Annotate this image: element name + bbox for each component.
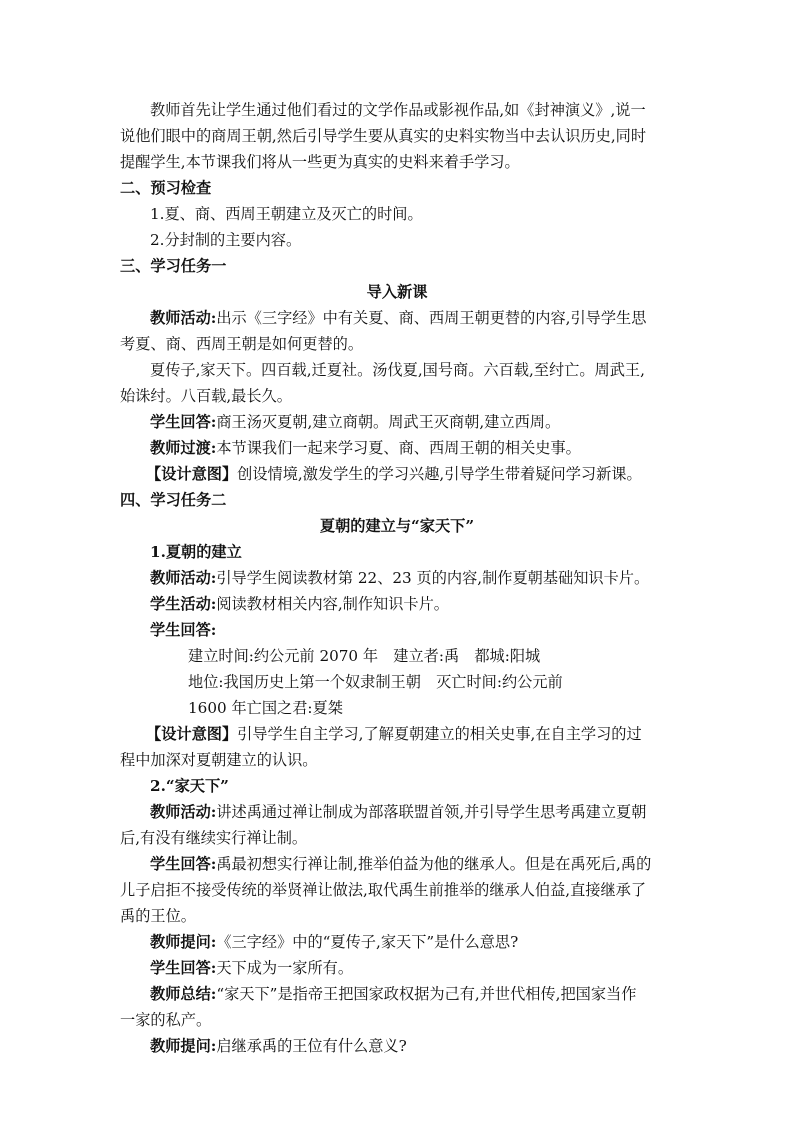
label-teacher-activity: 教师活动: [150, 569, 217, 587]
student-answer-3: 学生回答:天下成为一家所有。 [150, 959, 354, 977]
teacher-activity-3: 教师活动:讲述禹通过禅让制成为部落联盟首领,并引导学生思考禹建立夏朝 [150, 803, 647, 821]
teacher-activity: 教师活动:出示《三字经》中有关夏、商、西周王朝更替的内容,引导学生思 [150, 309, 647, 327]
part-title-xia-founding: 1.夏朝的建立 [150, 543, 242, 561]
knowledge-card-line-3: 1600 年亡国之君:夏桀 [188, 699, 343, 717]
label-teacher-question: 教师提问: [150, 1037, 217, 1055]
label-teacher-activity: 教师活动: [150, 803, 217, 821]
student-answer-2-cont-1: 儿子启拒不接受传统的举贤禅让做法,取代禹生前推举的继承人伯益,直接继承了 [120, 881, 647, 899]
design-intent-2: 【设计意图】引导学生自主学习,了解夏朝建立的相关史事,在自主学习的过 [146, 725, 642, 743]
student-answer: 学生回答:商王汤灭夏朝,建立商朝。周武王灭商朝,建立西周。 [150, 413, 561, 431]
teacher-activity-2: 教师活动:引导学生阅读教材第 22、23 页的内容,制作夏朝基础知识卡片。 [150, 569, 650, 587]
label-design-intent: 【设计意图】 [146, 725, 238, 743]
poem-line-1: 夏传子,家天下。四百载,迁夏社。汤伐夏,国号商。六百载,至纣亡。周武王, [150, 361, 645, 379]
preview-item-1: 1.夏、商、西周王朝建立及灭亡的时间。 [150, 205, 423, 223]
poem-line-2: 始诛纣。八百载,最长久。 [120, 387, 292, 405]
label-teacher-activity: 教师活动: [150, 309, 217, 327]
label-teacher-question: 教师提问: [150, 933, 217, 951]
teacher-transition: 教师过渡:本节课我们一起来学习夏、商、西周王朝的相关史事。 [150, 439, 581, 457]
label-teacher-summary: 教师总结: [150, 985, 217, 1003]
student-answer-2: 学生回答:禹最初想实行禅让制,推举伯益为他的继承人。但是在禹死后,禹的 [150, 855, 652, 873]
label-student-answer: 学生回答: [150, 959, 217, 977]
student-activity: 学生活动:阅读教材相关内容,制作知识卡片。 [150, 595, 449, 613]
knowledge-card-line-1: 建立时间:约公元前 2070 年 建立者:禹 都城:阳城 [188, 647, 541, 665]
subtitle-xia-founding: 夏朝的建立与“家天下” [319, 517, 475, 535]
subtitle-intro-lesson: 导入新课 [366, 283, 428, 301]
teacher-summary: 教师总结:“家天下”是指帝王把国家政权据为己有,并世代相传,把国家当作 [150, 985, 637, 1003]
label-student-answer: 学生回答: [150, 855, 217, 873]
label-student-answer: 学生回答: [150, 621, 217, 639]
teacher-summary-cont: 一家的私产。 [120, 1011, 212, 1029]
section-heading-task2: 四、学习任务二 [120, 491, 227, 509]
teacher-question-2: 教师提问:启继承禹的王位有什么意义? [150, 1037, 407, 1055]
intro-line-1: 教师首先让学生通过他们看过的文学作品或影视作品,如《封神演义》,说一 [150, 101, 646, 119]
section-heading-task1: 三、学习任务一 [120, 257, 227, 275]
teacher-question-1: 教师提问:《三字经》中的“夏传子,家天下”是什么意思? [150, 933, 519, 951]
student-answer-label-line [0, 617, 794, 643]
label-student-activity: 学生活动: [150, 595, 217, 613]
intro-line-2: 说他们眼中的商周王朝,然后引导学生要从真实的史料实物当中去认识历史,同时 [120, 127, 647, 145]
teacher-activity-3-cont: 后,有没有继续实行禅让制。 [120, 829, 308, 847]
section-heading-preview: 二、预习检查 [120, 179, 212, 197]
knowledge-card-line-2: 地位:我国历史上第一个奴隶制王朝 灭亡时间:约公元前 [188, 673, 563, 691]
design-intent-1: 【设计意图】创设情境,激发学生的学习兴趣,引导学生带着疑问学习新课。 [146, 465, 642, 483]
label-teacher-transition: 教师过渡: [150, 439, 217, 457]
label-design-intent: 【设计意图】 [146, 465, 238, 483]
teacher-activity-cont: 考夏、商、西周王朝是如何更替的。 [120, 335, 363, 353]
student-answer-2-cont-2: 禹的王位。 [120, 907, 196, 925]
intro-line-3: 提醒学生,本节课我们将从一些更为真实的史料来着手学习。 [120, 153, 520, 171]
design-intent-2-cont: 程中加深对夏朝建立的认识。 [120, 751, 318, 769]
part-title-family-rule: 2.“家天下” [150, 777, 229, 795]
label-student-answer: 学生回答: [150, 413, 217, 431]
preview-item-2: 2.分封制的主要内容。 [150, 231, 302, 249]
